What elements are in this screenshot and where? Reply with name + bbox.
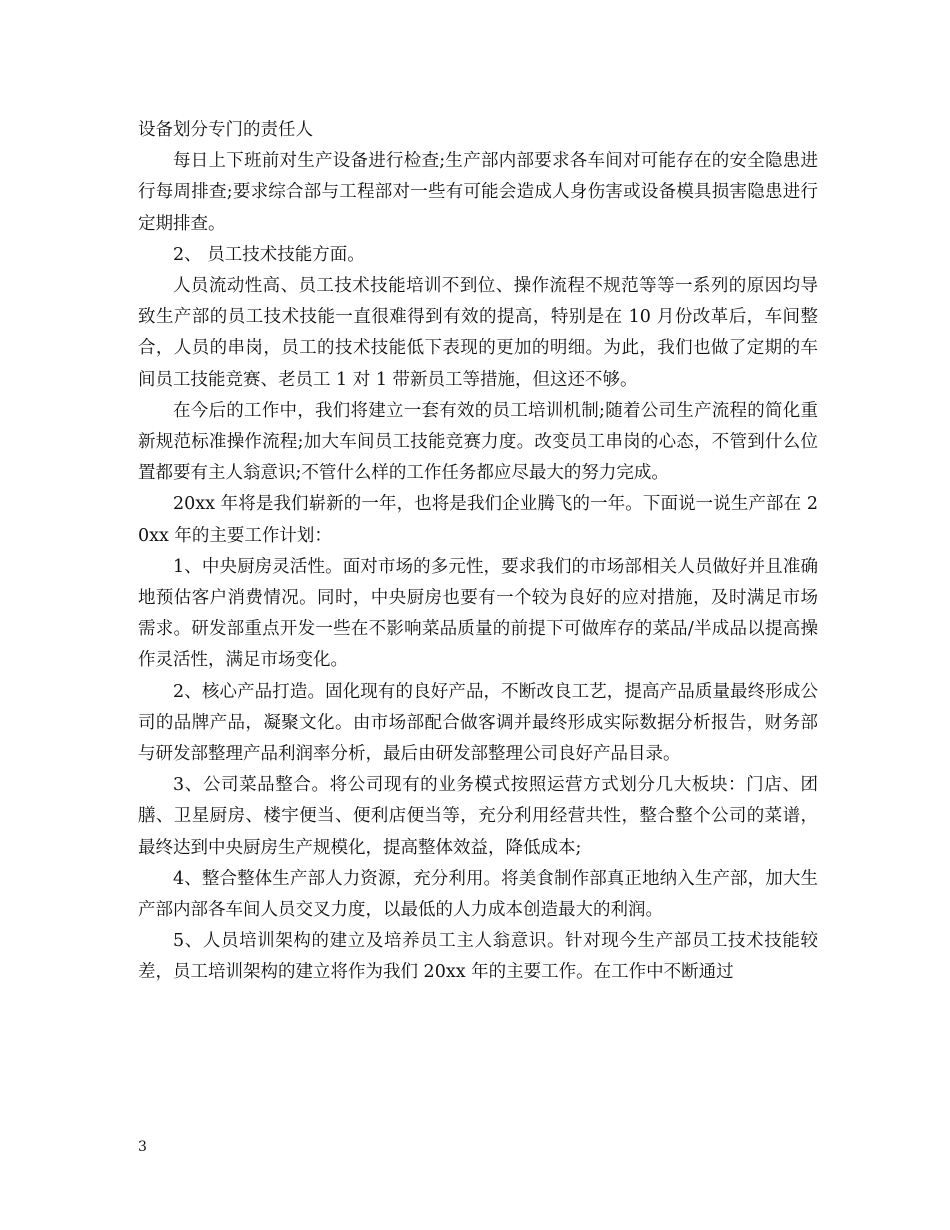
paragraph: 5、人员培训架构的建立及培养员工主人翁意识。针对现今生产部员工技术技能较差，员工培训架构的建立将作为我们 20xx 年的主要工作。在工作中不断通过 [138, 931, 818, 983]
paragraph: 设备划分专门的责任人 [138, 120, 313, 140]
paragraph: 1、中央厨房灵活性。面对市场的多元性，要求我们的市场部相关人员做好并且准确地预估客户消费情况。同时，中央厨房也要有一个较为良好的应对措施，及时满足市场需求。研发部重点开发一些在不影响菜品质量的前提下可做库存的菜品/半成品以提高操作灵活性，满足市场变化。 [138, 556, 818, 671]
page-number: 3 [138, 1139, 147, 1155]
paragraph: 每日上下班前对生产设备进行检查;生产部内部要求各车间对可能存在的安全隐患进行每周排查;要求综合部与工程部对一些有可能会造成人身伤害或设备模具损害隐患进行定期排查。 [138, 151, 818, 234]
paragraph: 在今后的工作中，我们将建立一套有效的员工培训机制;随着公司生产流程的简化重新规范标准操作流程;加大车间员工技能竞赛力度。改变员工串岗的心态，不管到什么位置都要有主人翁意识;不管什么样的工作任务都应尽最大的努力完成。 [138, 400, 818, 484]
paragraph: 20xx 年将是我们崭新的一年，也将是我们企业腾飞的一年。下面说一说生产部在 20xx 年的主要工作计划： [138, 494, 818, 546]
paragraph: 4、整合整体生产部人力资源，充分利用。将美食制作部真正地纳入生产部，加大生产部内部各车间人员交叉力度，以最低的人力成本创造最大的利润。 [138, 868, 818, 921]
paragraph: 2、核心产品打造。固化现有的良好产品，不断改良工艺，提高产品质量最终形成公司的品牌产品，凝聚文化。由市场部配合做客调并最终形成实际数据分析报告，财务部与研发部整理产品利润率分析，最后由研发部整理公司良好产品目录。 [138, 681, 818, 765]
paragraph: 2、 员工技术技能方面。 [173, 244, 365, 265]
document-body [138, 115, 818, 989]
paragraph: 人员流动性高、员工技术技能培训不到位、操作流程不规范等等一系列的原因均导致生产部的员工技术技能一直很难得到有效的提高，特别是在 10 月份改革后，车间整合，人员的串岗，员工的技术技能低下表现的更加的明细。为此，我们也做了定期的车间员工技能竞赛、老员工 1 对 1 带新员工等措施，但这还不够。 [138, 276, 818, 390]
paragraph: 3、公司菜品整合。将公司现有的业务模式按照运营方式划分几大板块：门店、团膳、卫星厨房、楼宇便当、便利店便当等，充分利用经营共性，整合整个公司的菜谱，最终达到中央厨房生产规模化，提高整体效益，降低成本; [138, 775, 818, 858]
